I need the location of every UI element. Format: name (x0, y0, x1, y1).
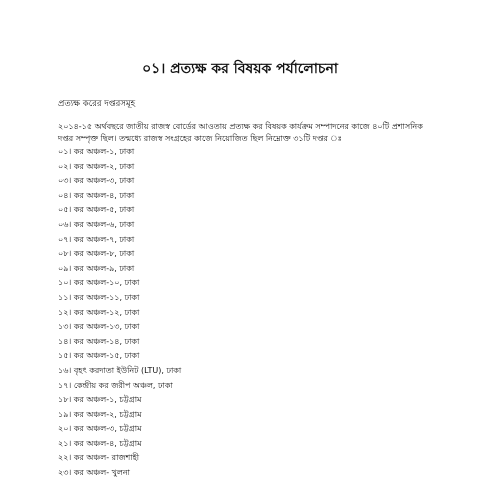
list-item (58, 364, 438, 379)
item-number: ০৭। (58, 234, 72, 244)
item-number: ০৫। (58, 205, 72, 215)
list-item (58, 320, 438, 335)
item-number: ০৮। (58, 249, 72, 259)
list-item (58, 349, 438, 364)
item-number: ২১। (58, 438, 72, 448)
item-text: কর অঞ্চল-২, ঢাকা (73, 161, 135, 171)
list-item (58, 262, 438, 277)
list-item (58, 306, 438, 321)
item-number: ০১। (58, 147, 72, 156)
item-number: ২৩। (58, 468, 72, 478)
item-text: কর অঞ্চল-৮, ঢাকা (73, 249, 135, 259)
item-number: ০৩। (58, 176, 72, 186)
item-text: কর অঞ্চল-১৪, ঢাকা (73, 336, 140, 346)
item-text: কর অঞ্চল- খুলনা (73, 468, 130, 478)
office-list (58, 145, 438, 480)
list-item (58, 393, 438, 408)
list-item (58, 408, 438, 423)
item-text: কর অঞ্চল-১১, ঢাকা (73, 292, 140, 302)
item-text: কর অঞ্চল-১৫, ঢাকা (73, 351, 140, 361)
item-number: ১১। (58, 292, 72, 302)
list-item (58, 291, 438, 306)
list-item (58, 276, 438, 291)
item-text: কর অঞ্চল-৪, ঢাকা (73, 190, 135, 200)
list-item (58, 335, 438, 350)
item-number: ২২। (58, 453, 72, 463)
list-item (58, 174, 438, 189)
item-text: কর অঞ্চল-৭, ঢাকা (73, 234, 135, 244)
item-number: ১০। (58, 278, 72, 288)
list-item (58, 422, 438, 437)
item-text: কর অঞ্চল-১, ঢাকা (73, 147, 135, 156)
list-item (58, 218, 438, 233)
list-item (58, 203, 438, 218)
item-number: ১৪। (58, 336, 72, 346)
item-text: কর অঞ্চল-৯, ঢাকা (73, 263, 135, 273)
item-number: ১৫। (58, 351, 72, 361)
item-text: কর অঞ্চল-২, চট্টগ্রাম (73, 409, 142, 419)
list-item (58, 451, 438, 466)
item-text: কর অঞ্চল-৬, ঢাকা (73, 219, 135, 229)
item-number: ১৬। (58, 365, 72, 375)
item-text: কর অঞ্চল-১২, ঢাকা (73, 307, 140, 317)
list-item (58, 466, 438, 480)
list-item (58, 247, 438, 262)
item-number: ১৭। (58, 380, 72, 390)
list-item (58, 437, 438, 452)
list-item (58, 233, 438, 248)
item-number: ১২। (58, 307, 72, 317)
list-item (58, 189, 438, 204)
item-number: ১৮। (58, 395, 72, 405)
item-number: ০৪। (58, 190, 72, 200)
page-title: ০১। প্রত্যক্ষ কর বিষয়ক পর্যালোচনা (142, 61, 338, 77)
item-text: কেন্দ্রীয় কর জরীপ অঞ্চল, ঢাকা (73, 380, 173, 390)
section-heading: প্রত্যক্ষ করের দপ্তরসমূহ (58, 99, 136, 109)
item-text: বৃহৎ করদাতা ইউনিট (LTU), ঢাকা (73, 365, 182, 375)
list-item (58, 145, 438, 160)
item-text: কর অঞ্চল-১০, ঢাকা (73, 278, 140, 288)
item-text: কর অঞ্চল-৪, চট্টগ্রাম (73, 438, 142, 448)
item-text: কর অঞ্চল-৩, ঢাকা (73, 176, 135, 186)
item-text: কর অঞ্চল- রাজশাহী (73, 453, 140, 463)
item-text: কর অঞ্চল-৫, ঢাকা (73, 205, 135, 215)
list-item (58, 160, 438, 175)
item-number: ১৩। (58, 322, 72, 332)
item-number: ১৯। (58, 409, 72, 419)
item-text: কর অঞ্চল-৩, চট্টগ্রাম (73, 424, 142, 434)
item-number: ২০। (58, 424, 72, 434)
item-number: ০২। (58, 161, 72, 171)
item-text: কর অঞ্চল-১, চট্টগ্রাম (73, 395, 142, 405)
item-number: ০৯। (58, 263, 72, 273)
item-text: কর অঞ্চল-১৩, ঢাকা (73, 322, 140, 332)
intro-paragraph: ২০১৪-১৫ অর্থবছরে জাতীয় রাজস্ব বোর্ডের আওতায় প্রত্যক্ষ কর বিষয়ক কার্যক্রম সম্পাদনের কাজে ৪০টি প্রশাসনিক দপ্তর সম্পৃক্ত ছিল। তন্মধ্যে রাজস্ব সংগ্রহের কাজে নিয়োজিত ছিল নিম্নোক্ত ৩১টি দপ্তর ঃ (58, 122, 423, 143)
list-item (58, 379, 438, 394)
item-number: ০৬। (58, 219, 72, 229)
